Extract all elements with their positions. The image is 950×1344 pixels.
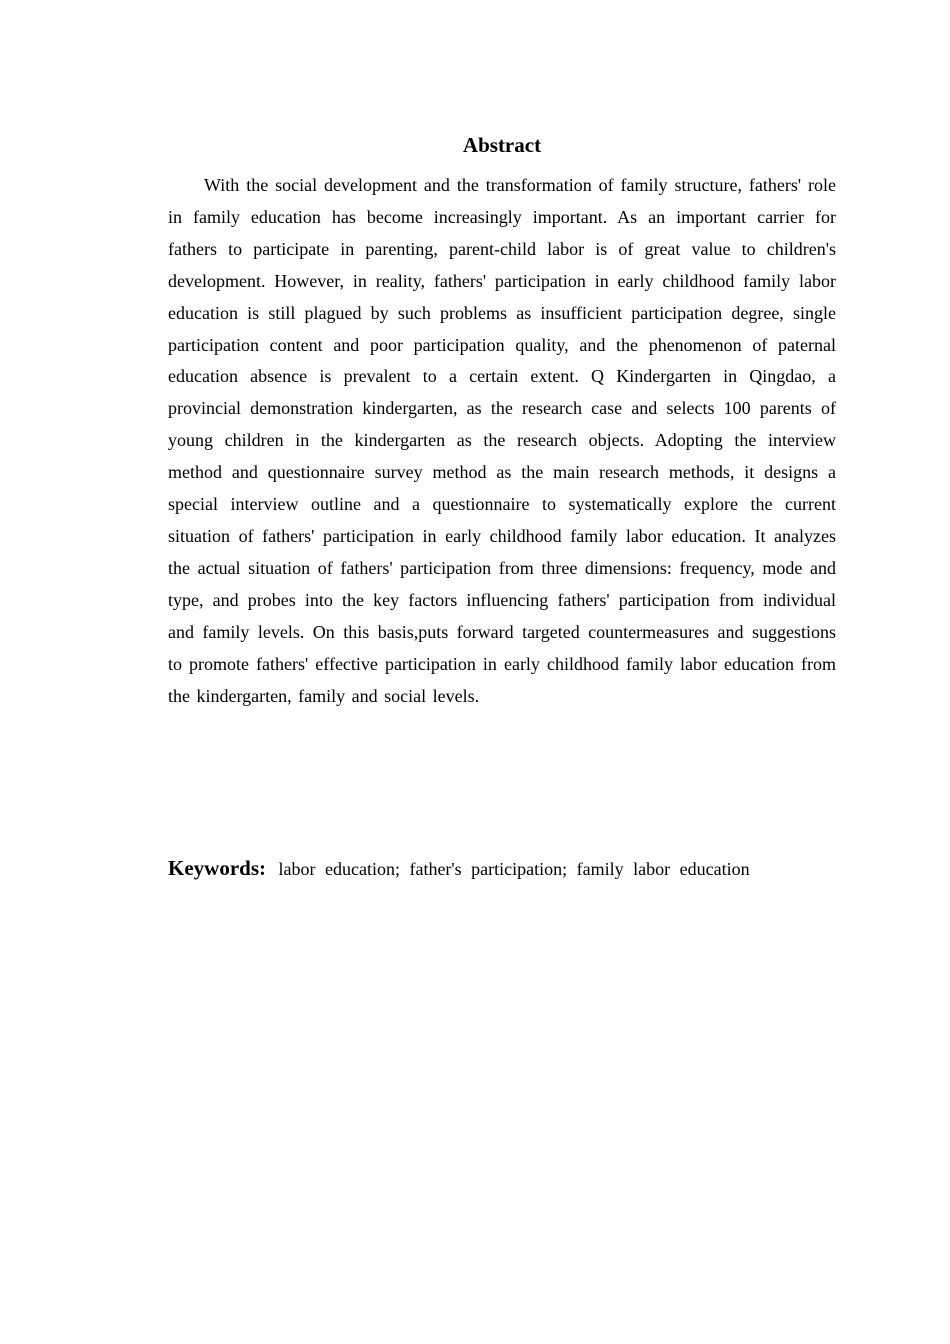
abstract-body: With the social development and the transformation of family structure, fathers' role in family education has become increasingly important. As an important carrier for fathers to participate in parenting, parent-child labor is of great value to children's development. However, in reality, fathers' participation in early childhood family labor education is still plagued by such problems as insufficient participation degree, single participation content and poor participation quality, and the phenomenon of paternal education absence is prevalent to a certain extent. Q Kindergarten in Qingdao, a provincial demonstration kindergarten, as the research case and selects 100 parents of young children in the kindergarten as the research objects. Adopting the interview method and questionnaire survey method as the main research methods, it designs a special interview outline and a questionnaire to systematically explore the current situation of fathers' participation in early childhood family labor education. It analyzes the actual situation of fathers' participation from three dimensions: frequency, mode and type, and probes into the key factors influencing fathers' participation from individual and family levels. On this basis,puts forward targeted countermeasures and suggestions to promote fathers' effective participation in early childhood family labor education from the kindergarten, family and social levels. [168,175,836,706]
keywords-label: Keywords: [168,856,266,880]
abstract-title: Abstract [462,133,542,157]
keywords-line [168,853,868,884]
keywords-text: labor education; father's participation; family labor education [278,859,750,879]
